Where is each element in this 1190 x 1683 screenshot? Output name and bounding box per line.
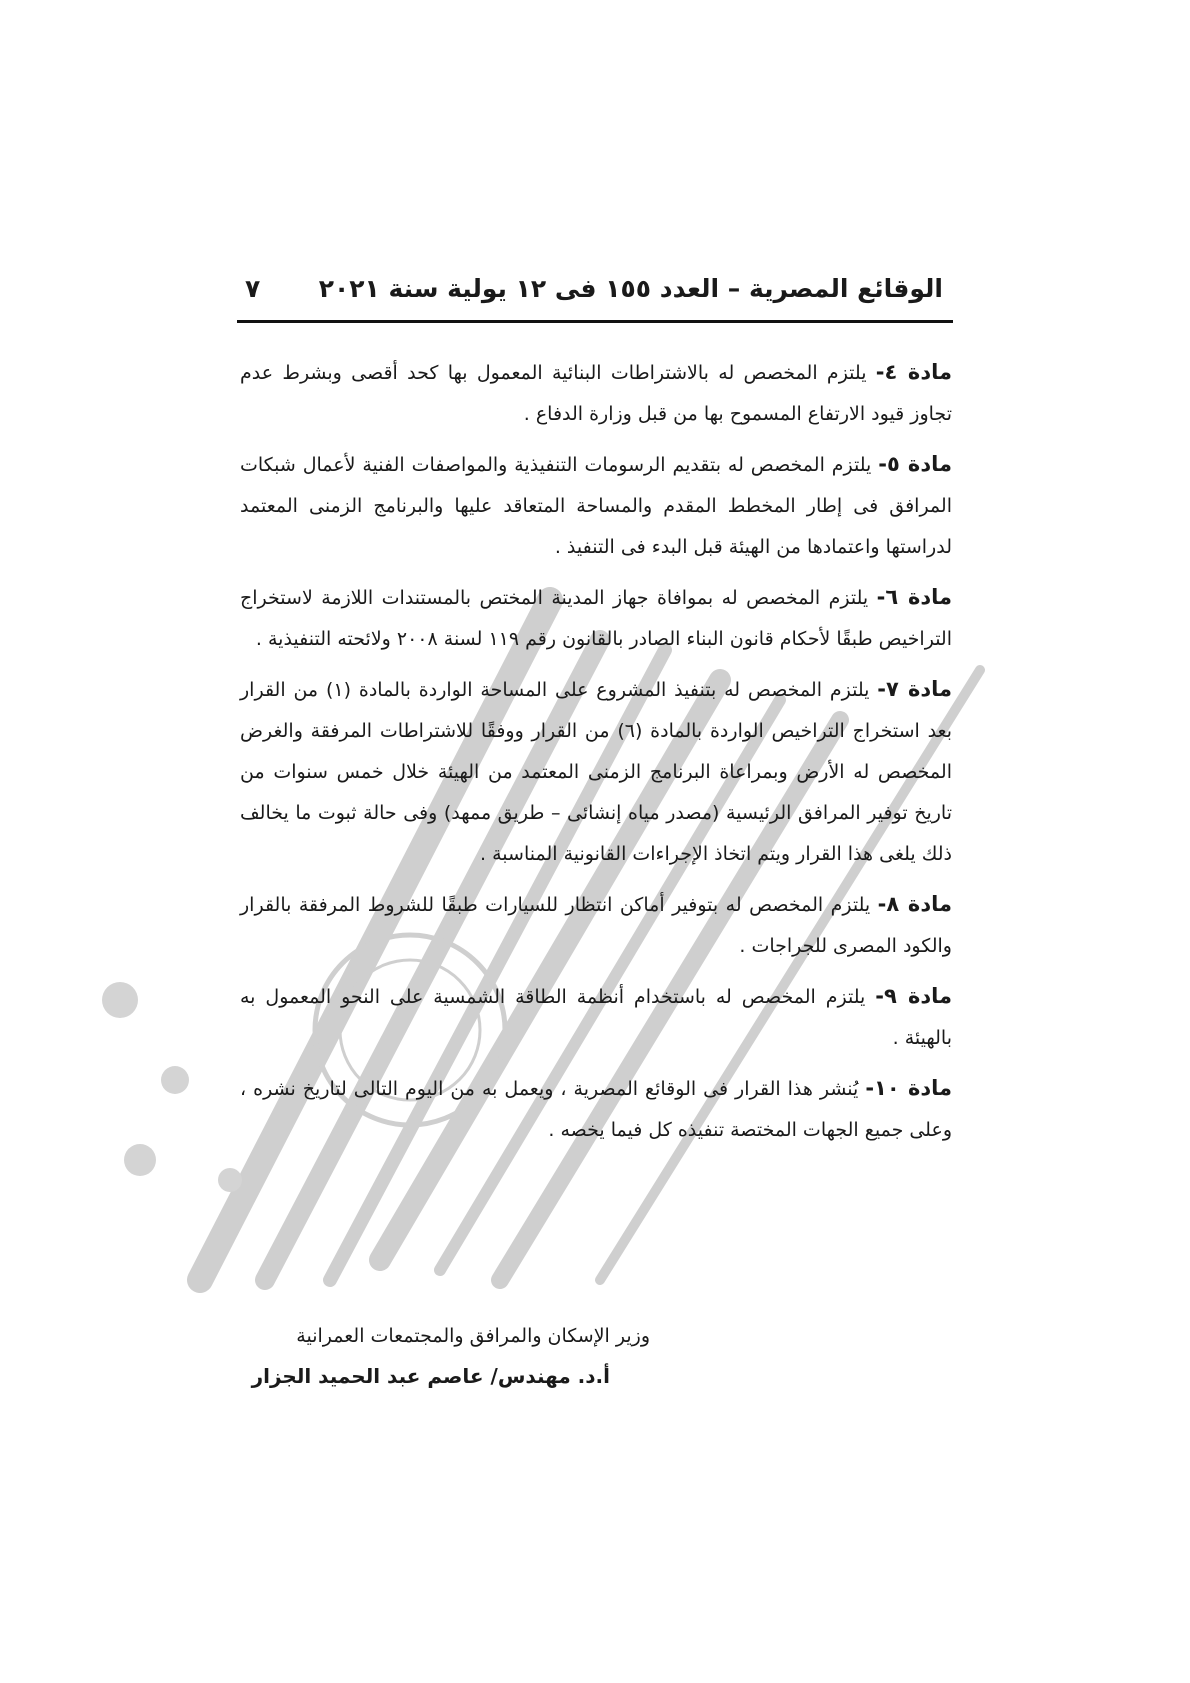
gazette-header [237, 268, 953, 318]
article-label: مادة ٩- [875, 984, 953, 1008]
header-divider [237, 320, 953, 323]
article-text: يلتزم المخصص له باستخدام أنظمة الطاقة الشمسية على النحو المعمول به بالهيئة . [240, 986, 952, 1049]
gazette-issue-title: الوقائع المصرية – العدد ١٥٥ فى ١٢ يولية سنة ٢٠٢١ [318, 274, 943, 303]
article-10 [240, 1068, 952, 1151]
article-text: يلتزم المخصص له بالاشتراطات البنائية المعمول بها كحد أقصى وبشرط عدم تجاوز قيود الارتفاع المسموح بها من قبل وزارة الدفاع . [240, 362, 952, 425]
page-number: ٧ [245, 274, 261, 303]
article-text: يُنشر هذا القرار فى الوقائع المصرية ، ويعمل به من اليوم التالى لتاريخ نشره ، وعلى جميع الجهات المختصة تنفيذه كل فيما يخصه . [240, 1078, 952, 1141]
article-text: يلتزم المخصص له بتنفيذ المشروع على المساحة الواردة بالمادة (١) من القرار بعد استخراج التراخيص الواردة بالمادة (٦) من القرار ووفقًا للاشتراطات المرفقة والغرض المخصص له الأرض وبمراعاة البرنامج الزمنى المعتمد من الهيئة خلال خمس سنوات من تاريخ توفير المرافق الرئيسية (مصدر مياه إنشائى – طريق ممهد) وفى حالة ثبوت ما يخالف ذلك يلغى هذا القرار ويتم اتخاذ الإجراءات القانونية المناسبة . [240, 679, 953, 865]
article-label: مادة ١٠- [865, 1076, 953, 1100]
article-4 [240, 352, 952, 435]
article-text: يلتزم المخصص له بتوفير أماكن انتظار للسيارات طبقًا للشروط المرفقة بالقرار والكود المصرى للجراجات . [240, 894, 952, 957]
article-8 [240, 884, 952, 967]
article-label: مادة ٥- [878, 452, 952, 476]
article-6 [240, 577, 952, 660]
article-text: يلتزم المخصص له بتقديم الرسومات التنفيذية والمواصفات الفنية لأعمال شبكات المرافق فى إطار المخطط المقدم والمساحة المتعاقد عليها والبرنامج الزمنى المعتمد لدراستها واعتمادها من الهيئة قبل البدء فى التنفيذ . [240, 454, 952, 558]
article-label: مادة ٧- [877, 677, 953, 701]
decree-articles [240, 352, 952, 1160]
article-label: مادة ٦- [876, 585, 953, 609]
minister-name: أ.د. مهندس/ عاصم عبد الحميد الجزار [251, 1364, 610, 1388]
article-5 [240, 444, 952, 568]
article-9 [240, 976, 952, 1059]
article-label: مادة ٨- [877, 892, 952, 916]
article-text: يلتزم المخصص له بموافاة جهاز المدينة المختص بالمستندات اللازمة لاستخراج التراخيص طبقًا لأحكام قانون البناء الصادر بالقانون رقم ١١٩ لسنة ٢٠٠٨ ولائحته التنفيذية . [240, 587, 952, 650]
article-7 [240, 669, 952, 875]
minister-title: وزير الإسكان والمرافق والمجتمعات العمرانية [296, 1325, 650, 1347]
article-label: مادة ٤- [875, 360, 952, 384]
signature-block [252, 1316, 650, 1388]
